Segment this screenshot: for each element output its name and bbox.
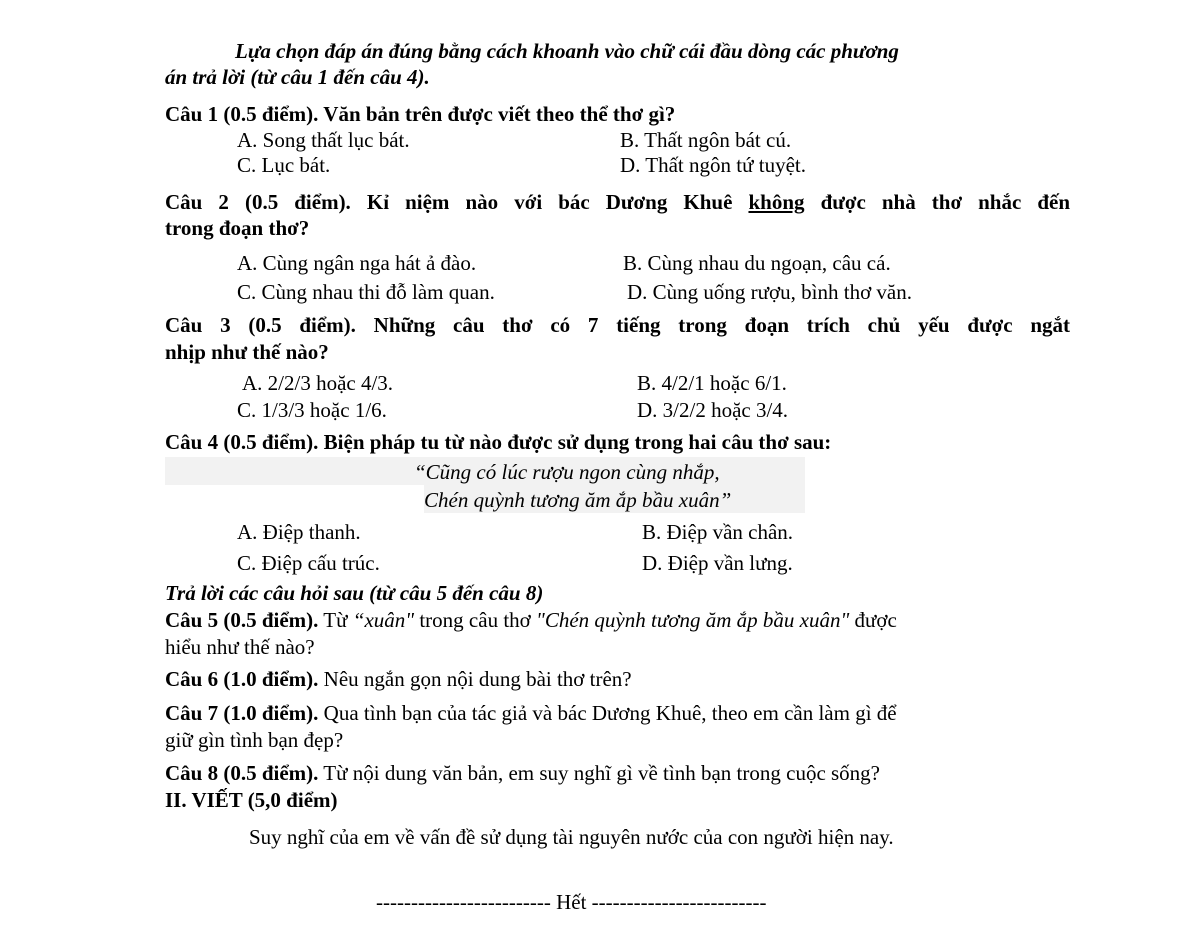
question-7-label: Câu 7 (1.0 điểm).	[165, 701, 319, 725]
question-8-label: Câu 8 (0.5 điểm).	[165, 761, 319, 785]
question-7-line-2: giữ gìn tình bạn đẹp?	[165, 728, 344, 752]
question-7-text: Qua tình bạn của tác giả và bác Dương Khuê, theo em cần làm gì để	[323, 701, 897, 725]
verse-line-1: “Cũng có lúc rượu ngon cùng nhắp,	[414, 460, 720, 484]
question-5-text-3: được	[854, 608, 897, 632]
question-4-title: Câu 4 (0.5 điểm). Biện pháp tu từ nào được sử dụng trong hai câu thơ sau:	[165, 430, 832, 454]
q4-option-a: A. Điệp thanh.	[237, 520, 361, 544]
q2-option-a: A. Cùng ngân nga hát ả đào.	[237, 251, 477, 275]
q1-option-c: C. Lục bát.	[237, 153, 331, 177]
section-2-title: II. VIẾT (5,0 điểm)	[165, 788, 338, 812]
footer-end-marker: ------------------------- Hết -------------------------	[376, 890, 767, 914]
question-5-text-1: Từ	[323, 608, 348, 632]
question-2-title	[165, 189, 1070, 215]
q3-option-b: B. 4/2/1 hoặc 6/1.	[637, 371, 787, 395]
question-7	[165, 700, 897, 726]
question-5-label: Câu 5 (0.5 điểm).	[165, 608, 319, 632]
question-6-text: Nêu ngắn gọn nội dung bài thơ trên?	[323, 667, 632, 691]
q2-option-b: B. Cùng nhau du ngoạn, câu cá.	[623, 251, 891, 275]
q2-option-c: C. Cùng nhau thi đỗ làm quan.	[237, 280, 495, 304]
q1-option-b: B. Thất ngôn bát cú.	[620, 128, 792, 152]
question-6-label: Câu 6 (1.0 điểm).	[165, 667, 319, 691]
question-6	[165, 666, 632, 692]
q3-option-a: A. 2/2/3 hoặc 4/3.	[242, 371, 394, 395]
q1-option-a: A. Song thất lục bát.	[237, 128, 410, 152]
question-3-title-line-2: nhịp như thế nào?	[165, 340, 329, 364]
q4-option-c: C. Điệp cấu trúc.	[237, 551, 380, 575]
question-2-title-pre: Câu 2 (0.5 điểm). Kỉ niệm nào với bác Dương Khuê	[165, 190, 733, 214]
q3-option-d: D. 3/2/2 hoặc 3/4.	[637, 398, 789, 422]
q4-option-d: D. Điệp vần lưng.	[642, 551, 793, 575]
q2-option-d: D. Cùng uống rượu, bình thơ văn.	[627, 280, 912, 304]
q1-option-d: D. Thất ngôn tứ tuyệt.	[620, 153, 806, 177]
section-2-prompt: Suy nghĩ của em về vấn đề sử dụng tài nguyên nước của con người hiện nay.	[249, 825, 894, 849]
question-5-text-2: trong câu thơ	[419, 608, 531, 632]
question-5-quote-1: “xuân"	[352, 608, 415, 632]
question-8	[165, 760, 880, 786]
question-8-text: Từ nội dung văn bản, em suy nghĩ gì về tình bạn trong cuộc sống?	[323, 761, 881, 785]
question-1-title: Câu 1 (0.5 điểm). Văn bản trên được viết theo thể thơ gì?	[165, 102, 676, 126]
verse-line-2: Chén quỳnh tương ăm ắp bầu xuân”	[424, 488, 732, 512]
q3-option-c: C. 1/3/3 hoặc 1/6.	[237, 398, 387, 422]
instruction-line-1: Lựa chọn đáp án đúng bằng cách khoanh vào chữ cái đầu dòng các phương	[235, 39, 899, 63]
q4-option-b: B. Điệp vần chân.	[642, 520, 794, 544]
question-2-title-post: được nhà thơ nhắc đến	[820, 190, 1071, 214]
question-5-line-2: hiểu như thế nào?	[165, 635, 315, 659]
question-5	[165, 607, 897, 633]
section-instruction: Trả lời các câu hỏi sau (từ câu 5 đến câu 8)	[165, 581, 544, 605]
question-5-quote-2: "Chén quỳnh tương ăm ắp bầu xuân"	[536, 608, 850, 632]
question-2-underlined-word: không	[748, 190, 805, 214]
question-2-title-line-2: trong đoạn thơ?	[165, 216, 310, 240]
instruction-line-2: án trả lời (từ câu 1 đến câu 4).	[165, 65, 430, 89]
question-3-title: Câu 3 (0.5 điểm). Những câu thơ có 7 tiếng trong đoạn trích chủ yếu được ngắt	[165, 313, 1070, 337]
